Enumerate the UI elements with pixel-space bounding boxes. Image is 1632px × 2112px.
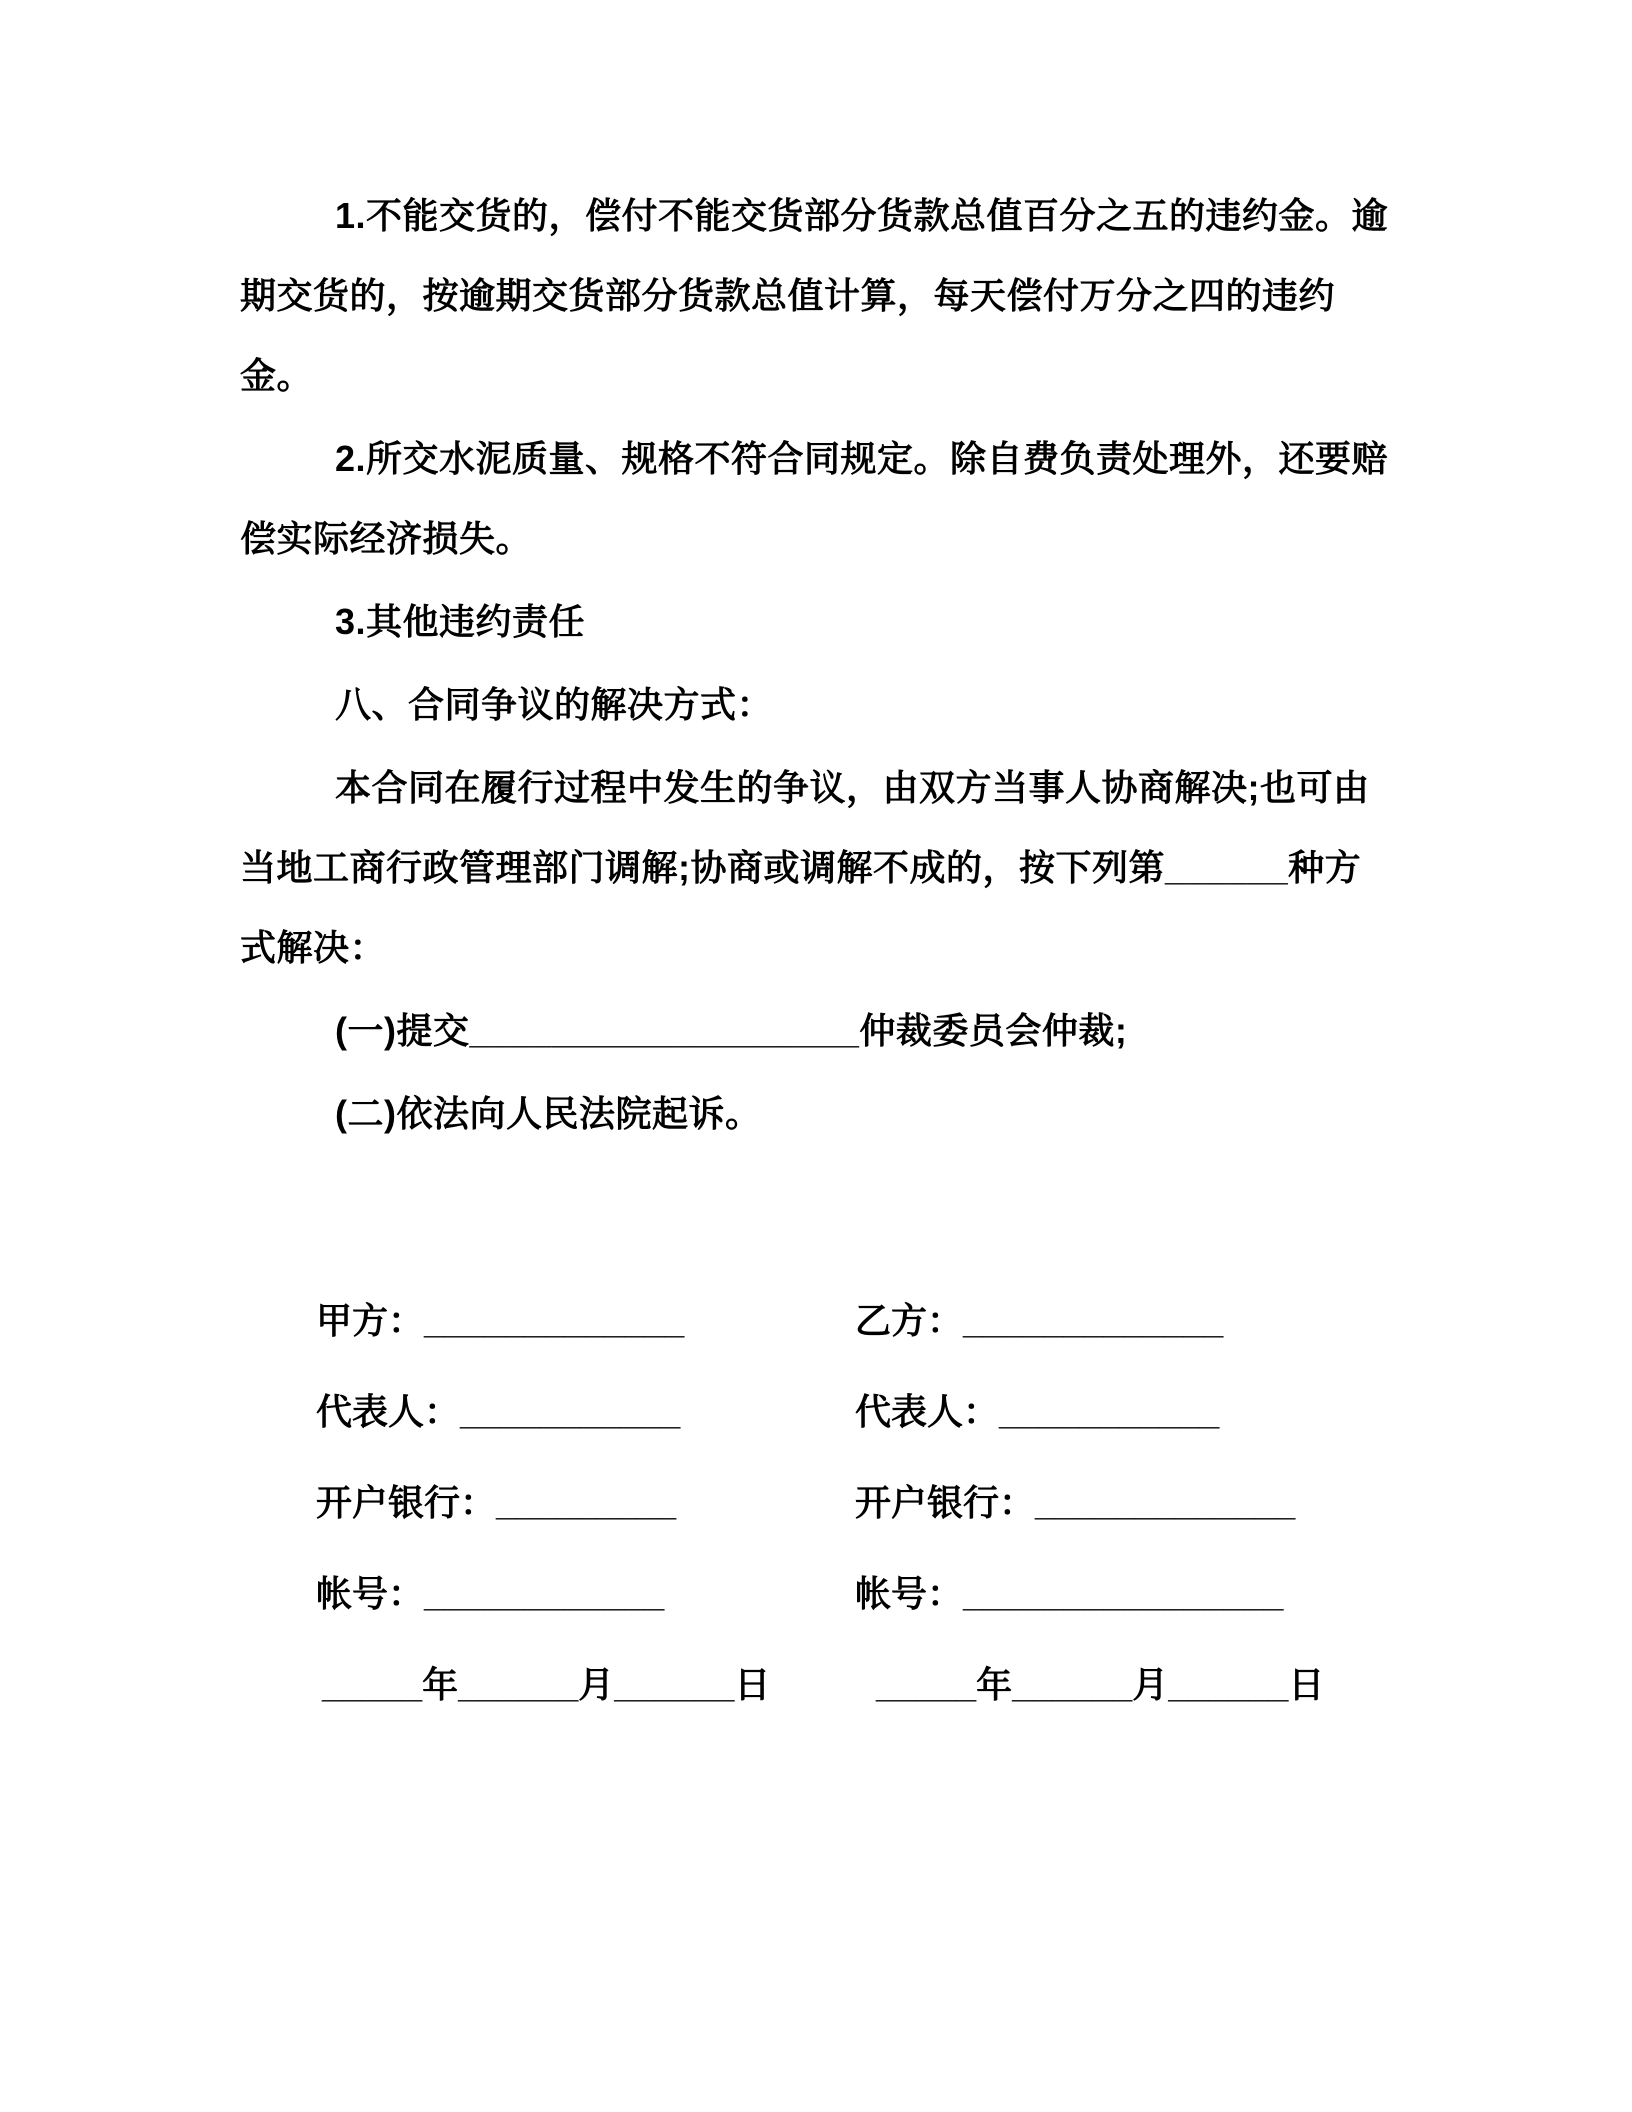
party-b-label-blank: 乙方：_____________: [855, 1300, 1224, 1341]
party-b-representative-blank: 代表人：___________: [855, 1391, 1220, 1432]
clause-breach-2: 2.所交水泥质量、规格不符合同规定。除自费负责处理外，还要赔偿实际经济损失。: [240, 438, 1389, 559]
party-a-label-blank: 甲方：_____________: [316, 1300, 685, 1341]
party-a-date-blank: _____年______月______日: [322, 1664, 771, 1705]
section-8-heading: 八、合同争议的解决方式：: [335, 684, 774, 725]
signature-row-representative: [240, 1372, 1394, 1452]
party-a-account-blank: 帐号：____________: [316, 1573, 665, 1614]
clause-breach-1: 1.不能交货的，偿付不能交货部分货款总值百分之五的违约金。逾期交货的，按逾期交货部分货款总值计算，每天偿付万分之四的违约金。: [240, 195, 1389, 396]
party-b-date-blank: _____年______月______日: [876, 1664, 1325, 1705]
dispute-option-court: (二)依法向人民法院起诉。: [335, 1093, 762, 1134]
signature-row-account: [240, 1554, 1394, 1634]
party-b-bank-blank: 开户银行：_____________: [855, 1482, 1296, 1523]
party-b-account-blank: 帐号：________________: [855, 1573, 1284, 1614]
signature-row-party: [240, 1281, 1394, 1361]
dispute-option-arbitration: (一)提交___________________仲裁委员会仲裁;: [335, 1010, 1128, 1051]
clause-breach-3: 3.其他违约责任: [335, 601, 586, 642]
signature-row-date: [240, 1645, 1394, 1725]
party-a-bank-blank: 开户银行：_________: [316, 1482, 677, 1523]
party-a-representative-blank: 代表人：___________: [316, 1391, 681, 1432]
signature-block-spacer: [240, 1157, 1394, 1281]
signature-row-bank: [240, 1463, 1394, 1543]
dispute-resolution-paragraph: 本合同在履行过程中发生的争议，由双方当事人协商解决;也可由当地工商行政管理部门调解;协商或调解不成的，按下列第______种方式解决：: [240, 767, 1370, 968]
